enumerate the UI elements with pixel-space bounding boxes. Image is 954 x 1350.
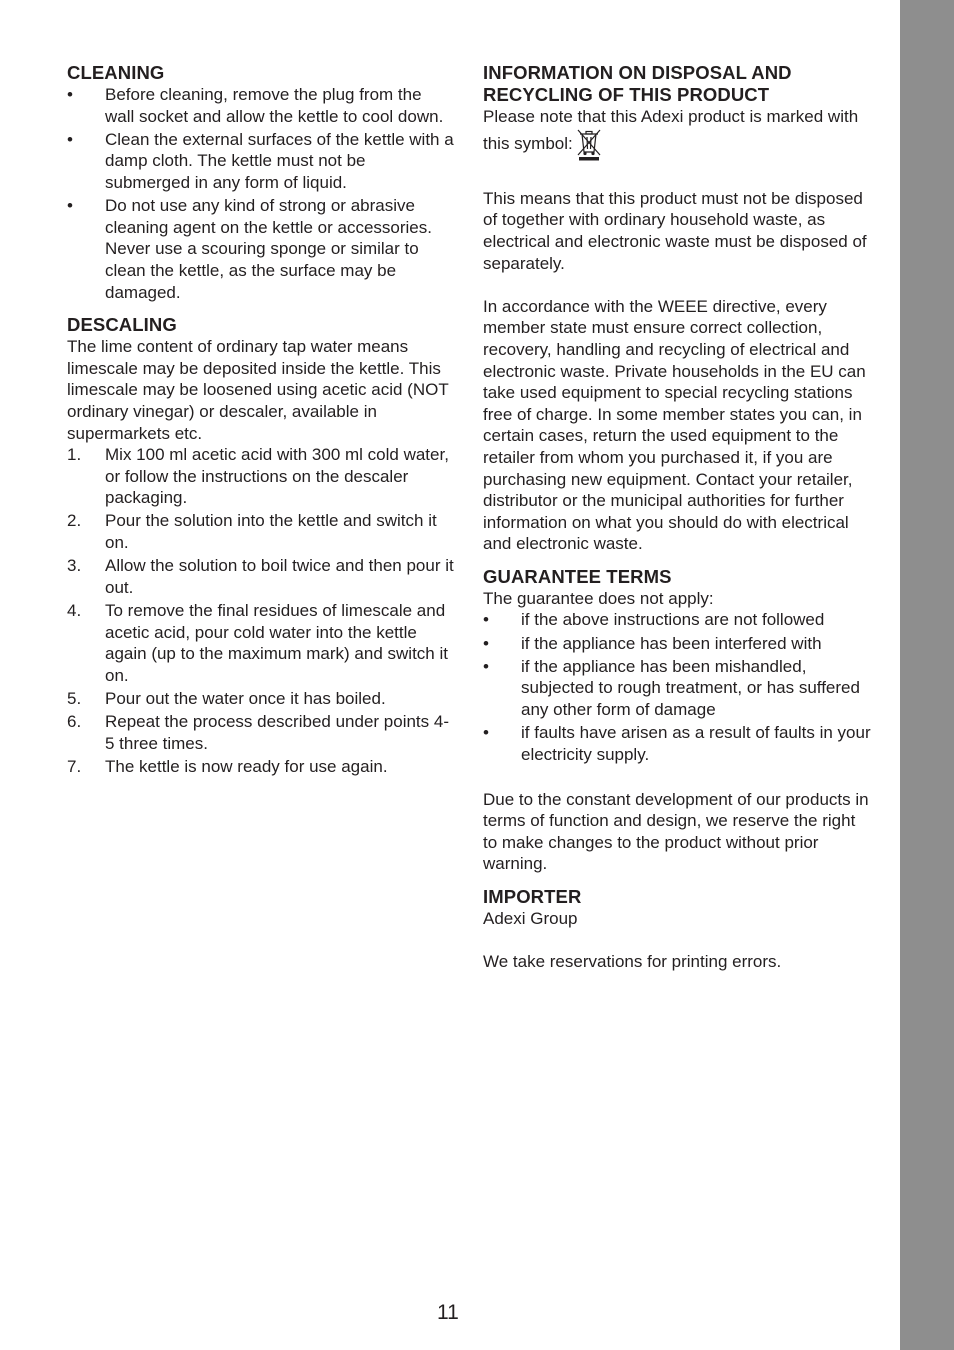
list-item: 5. Pour out the water once it has boiled.: [67, 689, 386, 708]
guarantee-note: Due to the constant development of our products in terms of function and design, we reserve the right to make changes to the product without prior warning.: [483, 789, 869, 874]
guarantee-section: [483, 566, 873, 875]
disposal-paragraph: This means that this product must not be disposed of together with ordinary household waste, as electrical and electronic waste must be disposed of separately.: [483, 188, 867, 273]
step-number: 1.: [67, 445, 82, 465]
disposal-symbol-note: Please note that this Adexi product is marked with this symbol:: [483, 106, 873, 166]
importer-name: Adexi Group: [483, 908, 578, 928]
guarantee-intro: The guarantee does not apply:: [483, 588, 714, 608]
step-number: 6.: [67, 712, 82, 732]
cleaning-heading: CLEANING: [67, 62, 165, 83]
step-number: 4.: [67, 601, 82, 621]
right-column: [483, 62, 873, 984]
bullet-icon: •: [67, 129, 73, 149]
page-number: 11: [437, 1301, 459, 1324]
guarantee-heading: GUARANTEE TERMS: [483, 565, 672, 587]
cleaning-section: [67, 62, 455, 303]
step-number: 7.: [67, 756, 82, 776]
guarantee-list: [483, 609, 873, 765]
importer-section: [483, 886, 873, 973]
list-item: • if the appliance has been mishandled, subjected to rough treatment, or has suffered any other form of damage: [483, 656, 860, 720]
list-item: 2. Pour the solution into the kettle and switch it on.: [67, 511, 437, 553]
disposal-heading: INFORMATION ON DISPOSAL AND RECYCLING OF THIS PRODUCT: [483, 62, 792, 105]
list-item: 7. The kettle is now ready for use again.: [67, 756, 388, 776]
bullet-icon: •: [67, 196, 73, 216]
descaling-steps: [67, 444, 455, 777]
printing-disclaimer: We take reservations for printing errors.: [483, 952, 782, 972]
bullet-icon: •: [483, 610, 489, 630]
list-item: 3. Allow the solution to boil twice and then pour it out.: [67, 556, 454, 597]
step-number: 2.: [67, 511, 82, 531]
list-item: • if the above instructions are not followed: [483, 610, 825, 630]
list-item: 4. To remove the final residues of limescale and acetic acid, pour cold water into the kettle again (up to the maximum mark) and switch it on.: [67, 601, 448, 685]
bullet-icon: •: [483, 723, 489, 743]
list-item: 6. Repeat the process described under points 4-5 three times.: [67, 712, 449, 753]
list-item: • Before cleaning, remove the plug from the wall socket and allow the kettle to cool down.: [67, 85, 444, 126]
descaling-section: [67, 314, 455, 777]
descaling-intro: The lime content of ordinary tap water means limescale may be deposited inside the kettle. This limescale may be loosened using acetic acid (NOT ordinary vinegar) or descaler, available in supermarkets etc.: [67, 337, 449, 443]
list-item: • Do not use any kind of strong or abrasive cleaning agent on the kettle or accessories. Never use a scouring sponge or similar to clean the kettle, as the surface may be damaged.: [67, 196, 432, 302]
importer-heading: IMPORTER: [483, 885, 582, 907]
bullet-icon: •: [483, 656, 489, 676]
list-item: 1. Mix 100 ml acetic acid with 300 ml cold water, or follow the instructions on the descaler packaging.: [67, 445, 449, 508]
bullet-icon: •: [67, 85, 73, 104]
step-number: 3.: [67, 556, 82, 576]
left-column: [67, 62, 455, 789]
page-edge-tab: [900, 0, 954, 1350]
list-item: • if the appliance has been interfered with: [483, 633, 822, 653]
list-item: • if faults have arisen as a result of faults in your electricity supply.: [483, 723, 871, 764]
cleaning-list: [67, 84, 455, 303]
weee-crossed-bin-icon: [576, 128, 602, 167]
descaling-heading: DESCALING: [67, 314, 177, 336]
list-item: • Clean the external surfaces of the kettle with a damp cloth. The kettle must not be submerged in any form of liquid.: [67, 129, 454, 192]
disposal-section: [483, 62, 873, 555]
step-number: 5.: [67, 689, 82, 708]
weee-paragraph: In accordance with the WEEE directive, every member state must ensure correct collection, recovery, handling and recycling of electrical and electronic waste. Private households in the EU can take used equipment to special recycling stations free of charge. In some member states you can, in certain cases, return the used equipment to the retailer from whom you purchased it, if you are purchasing new equipment. Contact your retailer, distributor or the municipal authorities for further information on what you should do with electrical and electronic waste.: [483, 296, 866, 554]
bullet-icon: •: [483, 633, 489, 653]
